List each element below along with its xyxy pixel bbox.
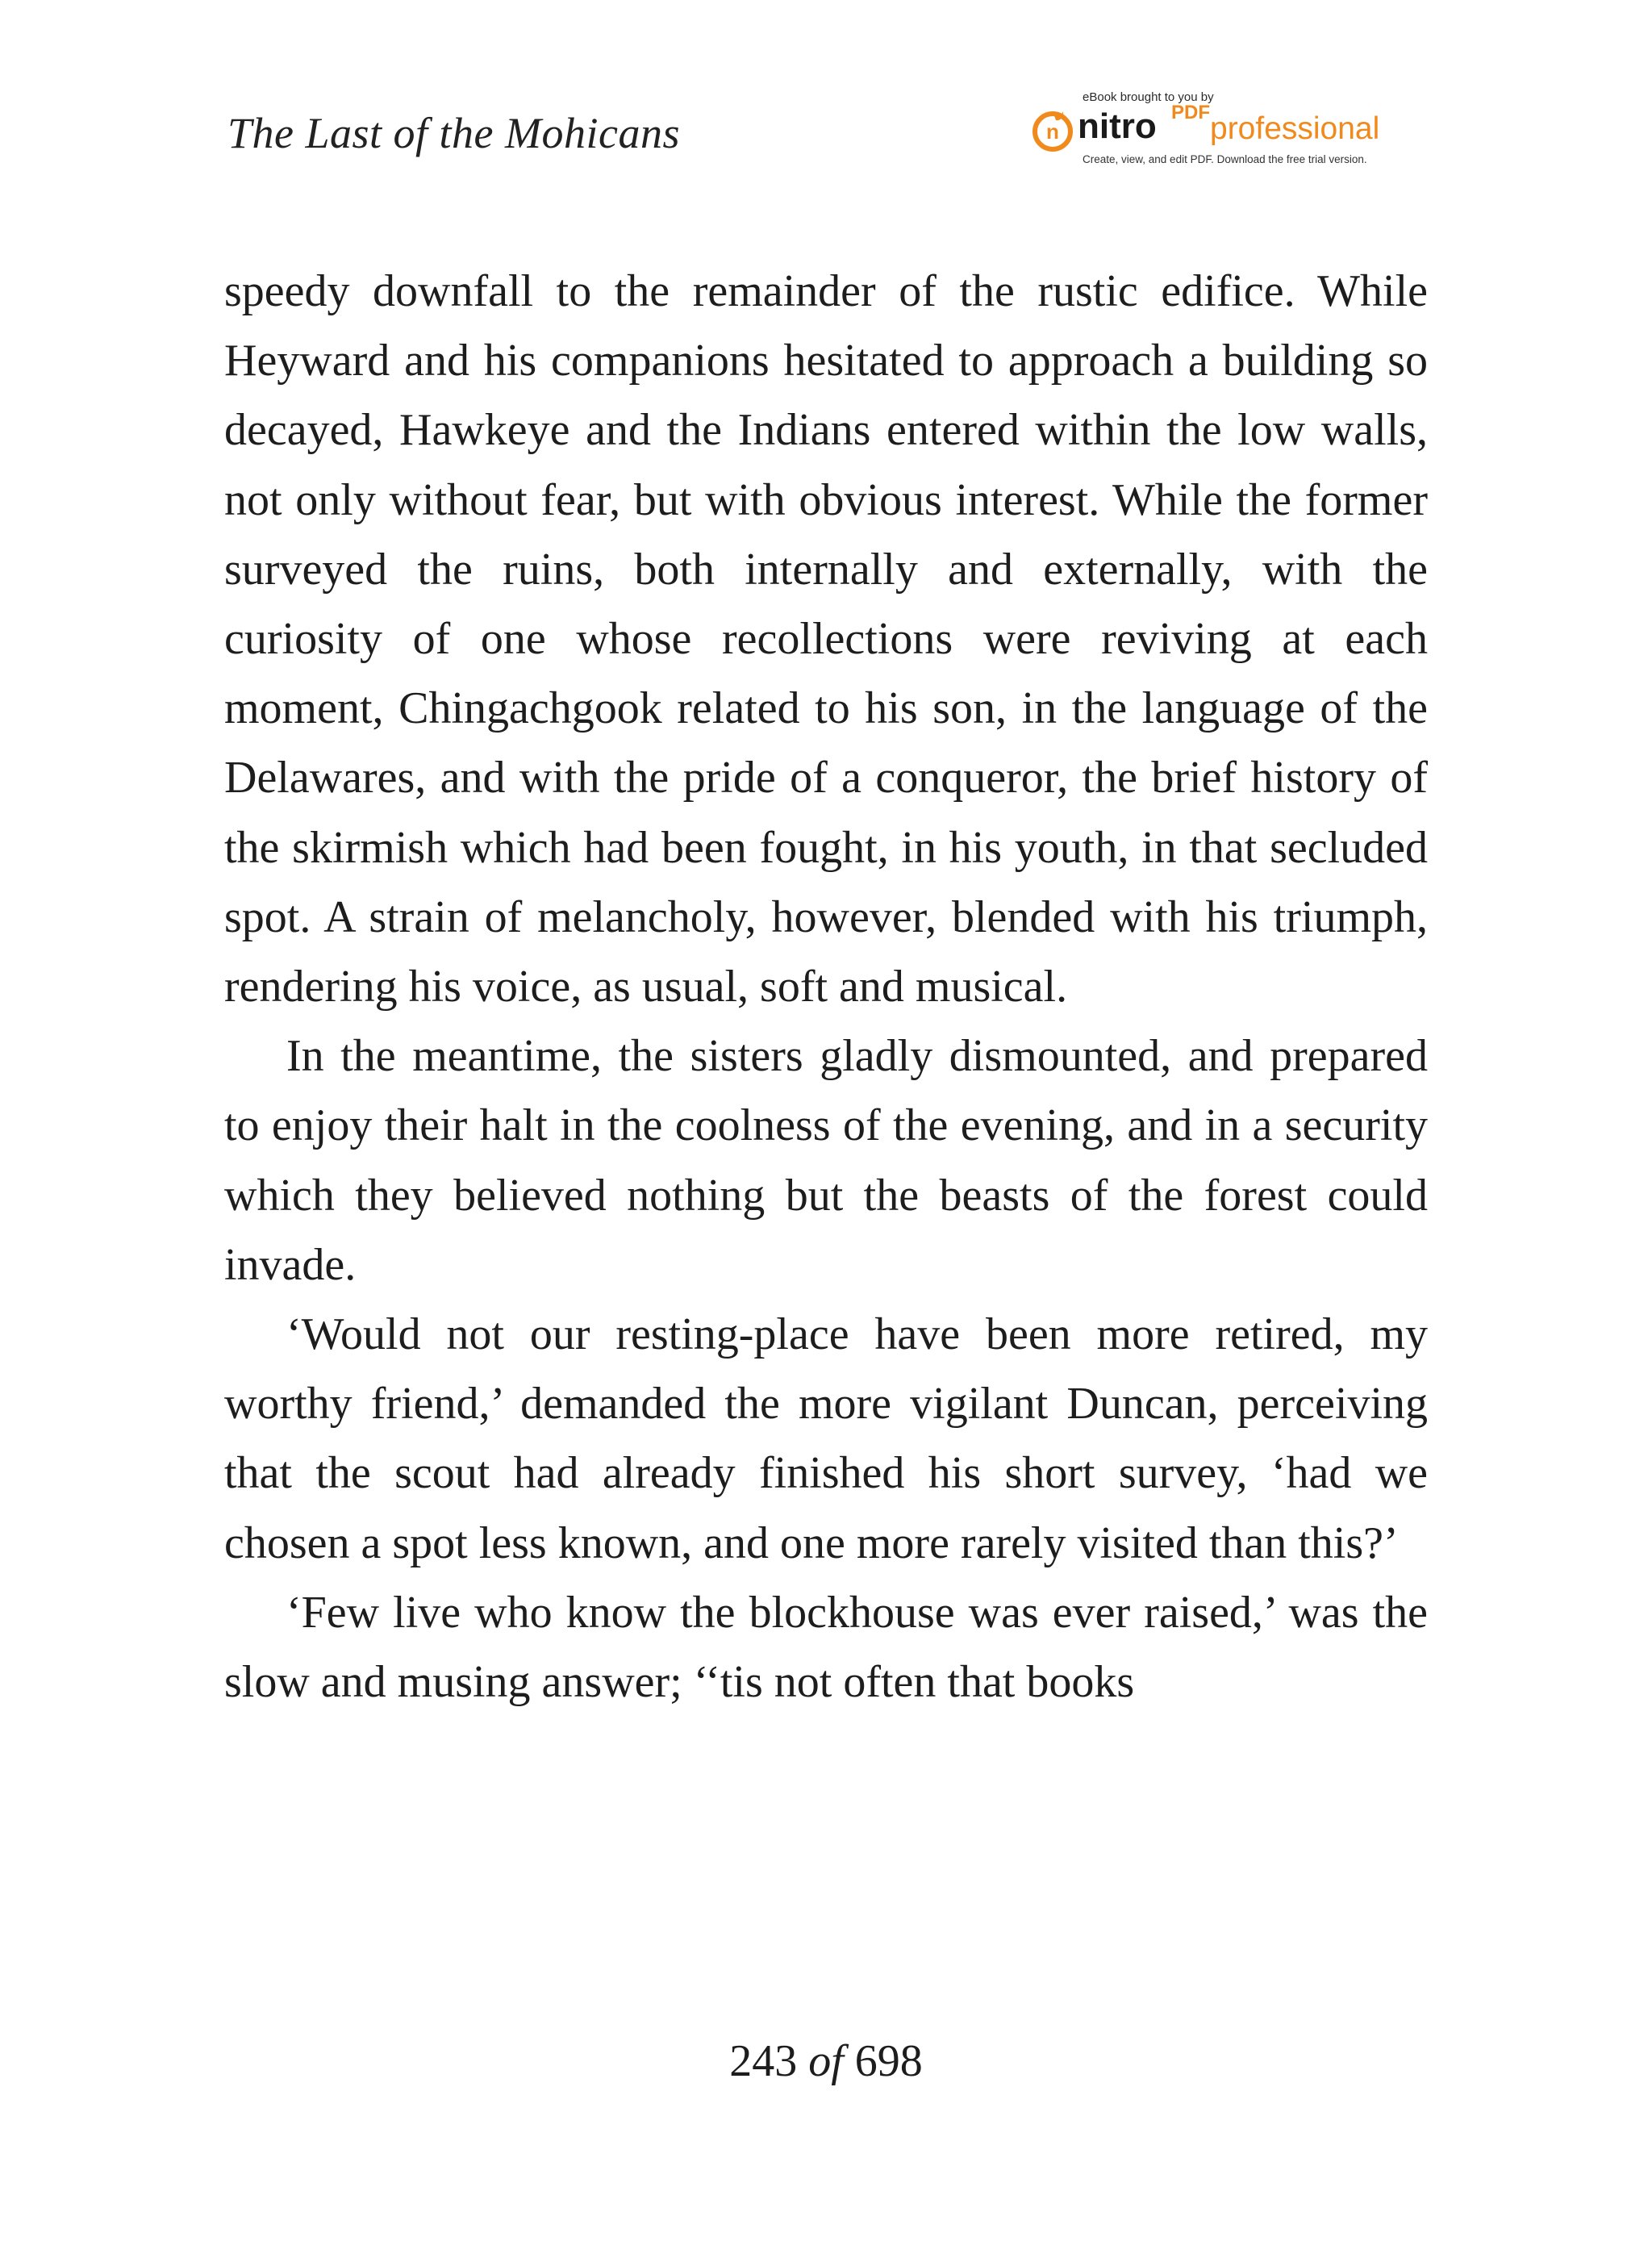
page-number bbox=[0, 2033, 1652, 2089]
paragraph: speedy downfall to the remainder of the rustic edifice. While Heyward and his companions hesitated to approach a building so decayed, Hawkeye and the Indians entered within the low walls, not only without fear, but with obvious interest. While the former surveyed the ruins, both internally and externally, with the curiosity of one whose recollections were reviving at each moment, Chingachgook related to his son, in the language of the Delawares, and with the pride of a conqueror, the brief history of the skirmish which had been fought, in his youth, in that secluded spot. A strain of melancholy, however, blended with his triumph, rendering his voice, as usual, soft and musical. bbox=[224, 266, 1428, 1012]
svg-text:n: n bbox=[1046, 119, 1059, 144]
nitro-flame-icon bbox=[1031, 108, 1074, 152]
paragraph: ‘Few live who know the blockhouse was ever raised,’ was the slow and musing answer; ‘‘tis not often that books bbox=[224, 1587, 1428, 1708]
logo-tagline: Create, view, and edit PDF. Download the free trial version. bbox=[1083, 153, 1367, 165]
book-title: The Last of the Mohicans bbox=[227, 109, 680, 157]
body-text bbox=[224, 257, 1428, 1717]
logo-product: professional bbox=[1210, 111, 1380, 146]
nitro-pdf-logo[interactable] bbox=[1031, 90, 1418, 171]
current-page: 243 bbox=[729, 2036, 798, 2086]
logo-top-line: eBook brought to you by bbox=[1083, 90, 1214, 104]
page-of-label: of bbox=[808, 2036, 844, 2086]
paragraph: In the meantime, the sisters gladly dismounted, and prepared to enjoy their halt in the coolness of the evening, and in a security which they believed nothing but the beasts of the forest could invade. bbox=[224, 1031, 1428, 1290]
paragraph: ‘Would not our resting-place have been more retired, my worthy friend,’ demanded the more vigilant Duncan, perceiving that the scout had already finished his short survey, ‘had we chosen a spot less known, and one more rarely visited than this?’ bbox=[224, 1309, 1428, 1568]
logo-brand: nitro bbox=[1078, 106, 1157, 146]
logo-superscript: PDF bbox=[1171, 102, 1210, 123]
total-pages: 698 bbox=[854, 2036, 923, 2086]
